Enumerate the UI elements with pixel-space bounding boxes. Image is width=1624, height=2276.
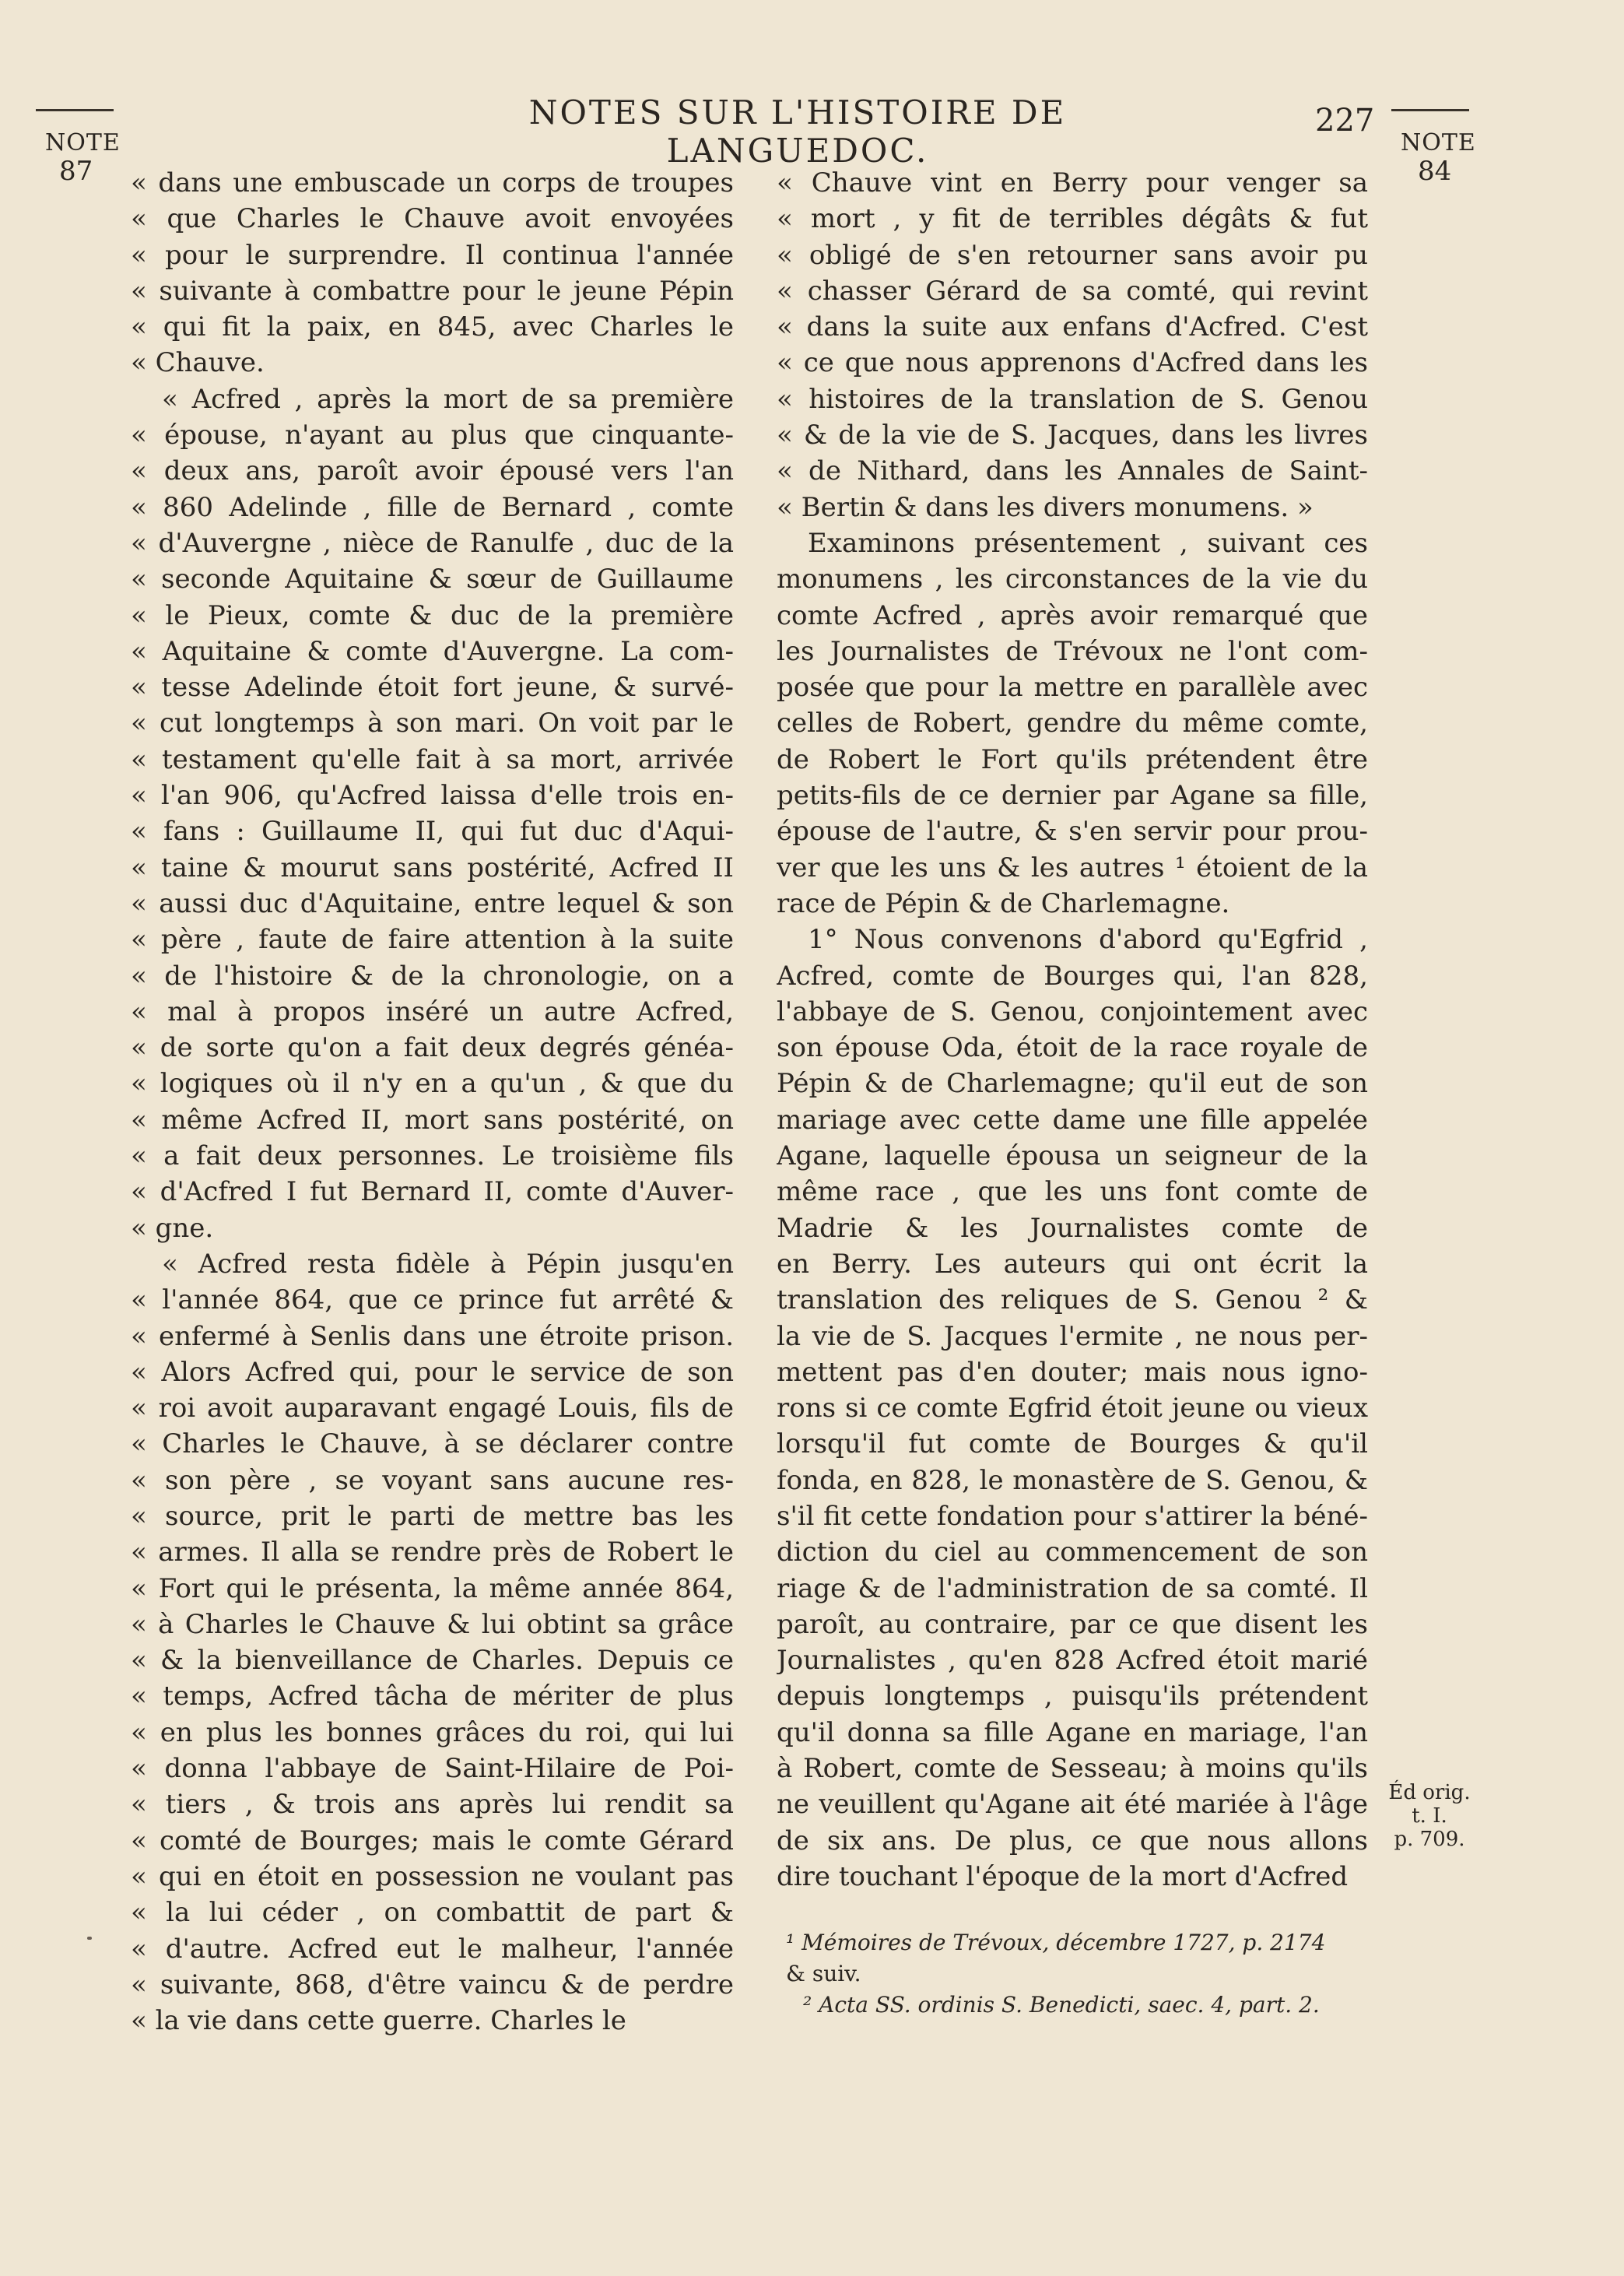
text-line: Pépin & de Charlemagne; qu'il eut de son	[777, 1068, 1368, 1100]
text-line: « Aquitaine & comte d'Auvergne. La com-	[131, 635, 734, 667]
text-line: « obligé de s'en retourner sans avoir pu	[777, 239, 1368, 271]
text-line: « la lui céder , on combattit de part &	[131, 1897, 734, 1929]
page-title: NOTES SUR L'HISTOIRE DE LANGUEDOC.	[528, 93, 1067, 170]
text-line: comte Acfred , après avoir remarqué que	[777, 599, 1368, 631]
text-line: « le Pieux, comte & duc de la première	[131, 599, 734, 631]
text-line: « roi avoit auparavant engagé Louis, fils de	[131, 1393, 734, 1424]
text-line: « gne.	[131, 1212, 214, 1244]
ink-speck	[87, 1937, 92, 1940]
text-line: « Acfred resta fidèle à Pépin jusqu'en	[162, 1248, 734, 1280]
text-line: Acfred, comte de Bourges qui, l'an 828,	[777, 960, 1368, 992]
text-line: « tiers , & trois ans après lui rendit sa	[131, 1789, 734, 1821]
text-line: Journalistes , qu'en 828 Acfred étoit marié	[777, 1645, 1368, 1677]
text-line: « Acfred , après la mort de sa première	[162, 383, 734, 415]
right-note-number: 84	[1418, 156, 1452, 187]
text-line: « 860 Adelinde , fille de Bernard , comte	[131, 491, 734, 523]
text-line: son épouse Oda, étoit de la race royale de	[777, 1032, 1368, 1064]
margin-note-line3: p. 709.	[1394, 1828, 1465, 1851]
text-line: dire touchant l'époque de la mort d'Acfred	[777, 1860, 1349, 1892]
left-note-number: 87	[59, 156, 93, 187]
text-line: de Robert le Fort qu'ils prétendent être	[777, 743, 1368, 775]
text-line: qu'il donna sa fille Agane en mariage, l'an	[777, 1716, 1368, 1748]
text-line: « testament qu'elle fait à sa mort, arrivée	[131, 743, 734, 775]
text-line: « seconde Aquitaine & sœur de Guillaume	[131, 564, 734, 595]
text-line: « enfermé à Senlis dans une étroite prison.	[131, 1320, 734, 1352]
text-line: « Bertin & dans les divers monumens. »	[777, 491, 1314, 523]
text-line: « l'année 864, que ce prince fut arrêté &	[131, 1284, 734, 1316]
text-line: paroît, au contraire, par ce que disent les	[777, 1608, 1368, 1640]
text-line: s'il fit cette fondation pour s'attirer la béné-	[777, 1500, 1368, 1532]
text-line: diction du ciel au commencement de son	[777, 1537, 1368, 1568]
footnotes	[786, 1927, 1377, 2021]
text-line: « qui en étoit en possession ne voulant pas	[131, 1860, 734, 1892]
text-line: « & de la vie de S. Jacques, dans les livres	[777, 420, 1368, 451]
text-line: « d'Auvergne , nièce de Ranulfe , duc de la	[131, 527, 734, 559]
text-line: « armes. Il alla se rendre près de Robert le	[131, 1537, 734, 1568]
text-line: « a fait deux personnes. Le troisième fils	[131, 1140, 734, 1172]
text-line: la vie de S. Jacques l'ermite , ne nous per-	[777, 1320, 1368, 1352]
text-line: « deux ans, paroît avoir épousé vers l'an	[131, 455, 734, 487]
text-line: à Robert, comte de Sesseau; à moins qu'ils	[777, 1753, 1368, 1785]
text-line: « chasser Gérard de sa comté, qui revint	[777, 275, 1368, 307]
text-line: ver que les uns & les autres ¹ étoient de la	[777, 852, 1368, 883]
text-line: « dans une embuscade un corps de troupes	[131, 167, 734, 198]
text-line: « mal à propos inséré un autre Acfred,	[131, 996, 734, 1027]
right-header-rule	[1391, 109, 1469, 111]
right-column	[777, 165, 1368, 1895]
text-line: « source, prit le parti de mettre bas les	[131, 1500, 734, 1532]
text-line: les Journalistes de Trévoux ne l'ont com-	[777, 635, 1368, 667]
text-line: « son père , se voyant sans aucune res-	[131, 1464, 734, 1496]
text-line: race de Pépin & de Charlemagne.	[777, 887, 1230, 919]
text-line: lorsqu'il fut comte de Bourges & qu'il	[777, 1428, 1368, 1460]
text-line: « en plus les bonnes grâces du roi, qui lui	[131, 1716, 734, 1748]
text-line: « l'an 906, qu'Acfred laissa d'elle trois en-	[131, 780, 734, 812]
left-column	[131, 165, 734, 2039]
text-line: même race , que les uns font comte de	[777, 1176, 1368, 1208]
text-line: monumens , les circonstances de la vie du	[777, 564, 1368, 595]
text-line: « taine & mourut sans postérité, Acfred II	[131, 852, 734, 883]
text-line: « de l'histoire & de la chronologie, on a	[131, 960, 734, 992]
footnote-2: ² Acta SS. ordinis S. Benedicti, saec. 4, part. 2.	[803, 1992, 1320, 2018]
text-line: « comté de Bourges; mais le comte Gérard	[131, 1825, 734, 1856]
text-line: « épouse, n'ayant au plus que cinquante-	[131, 420, 734, 451]
text-line: « fans : Guillaume II, qui fut duc d'Aqui-	[131, 816, 734, 848]
text-line: Agane, laquelle épousa un seigneur de la	[777, 1140, 1368, 1172]
text-line: « que Charles le Chauve avoit envoyées	[131, 203, 734, 235]
text-line: « Chauve vint en Berry pour venger sa	[777, 167, 1368, 198]
text-line: Examinons présentement , suivant ces	[808, 527, 1368, 559]
text-line: « donna l'abbaye de Saint-Hilaire de Poi-	[131, 1753, 734, 1785]
text-line: fonda, en 828, le monastère de S. Genou, &	[777, 1464, 1368, 1496]
text-line: « la vie dans cette guerre. Charles le	[131, 2005, 626, 2037]
text-line: « mort , y fit de terribles dégâts & fut	[777, 203, 1368, 235]
text-line: « logiques où il n'y en a qu'un , & que du	[131, 1068, 734, 1100]
text-line: « Fort qui le présenta, la même année 864,	[131, 1572, 734, 1604]
text-line: « d'autre. Acfred eut le malheur, l'année	[131, 1933, 734, 1965]
right-note-label: NOTE	[1401, 129, 1476, 156]
left-header-rule	[36, 109, 114, 111]
text-line: riage & de l'administration de sa comté. Il	[777, 1572, 1368, 1604]
text-line: depuis longtemps , puisqu'ils prétendent	[777, 1681, 1368, 1712]
text-line: celles de Robert, gendre du même comte,	[777, 708, 1368, 739]
text-line: « à Charles le Chauve & lui obtint sa grâce	[131, 1608, 734, 1640]
page-number: 227	[1315, 103, 1375, 139]
text-line: posée que pour la mettre en parallèle avec	[777, 672, 1368, 704]
text-line: « même Acfred II, mort sans postérité, on	[131, 1104, 734, 1136]
text-line: l'abbaye de S. Genou, conjointement avec	[777, 996, 1368, 1027]
text-line: « cut longtemps à son mari. On voit par le	[131, 708, 734, 739]
text-line: Madrie & les Journalistes comte de	[777, 1212, 1368, 1244]
text-line: « Chauve.	[131, 347, 265, 379]
text-line: « temps, Acfred tâcha de mériter de plus	[131, 1681, 734, 1712]
text-line: petits-fils de ce dernier par Agane sa fille,	[777, 780, 1368, 812]
margin-note-line2: t. I.	[1412, 1804, 1447, 1828]
text-line: « ce que nous apprenons d'Acfred dans les	[777, 347, 1368, 379]
text-line: « & la bienveillance de Charles. Depuis ce	[131, 1645, 734, 1677]
text-line: « dans la suite aux enfans d'Acfred. C'est	[777, 311, 1368, 343]
text-line: « père , faute de faire attention à la suite	[131, 924, 734, 956]
text-line: « suivante à combattre pour le jeune Pépin	[131, 275, 734, 307]
text-line: rons si ce comte Egfrid étoit jeune ou vieux	[777, 1393, 1368, 1424]
text-line: « suivante, 868, d'être vaincu & de perdre	[131, 1969, 734, 2000]
text-line: de six ans. De plus, ce que nous allons	[777, 1825, 1368, 1856]
text-line: mettent pas d'en douter; mais nous igno-	[777, 1356, 1368, 1388]
text-line: 1° Nous convenons d'abord qu'Egfrid ,	[808, 924, 1368, 956]
text-line: mariage avec cette dame une fille appelée	[777, 1104, 1368, 1136]
text-line: « histoires de la translation de S. Genou	[777, 383, 1368, 415]
margin-note-edition	[1387, 1781, 1472, 1851]
text-line: « tesse Adelinde étoit fort jeune, & survé-	[131, 672, 734, 704]
text-line: épouse de l'autre, & s'en servir pour prou-	[777, 816, 1368, 848]
footnote-1-cont: & suiv.	[786, 1961, 861, 1986]
text-line: translation des reliques de S. Genou ² &	[777, 1284, 1368, 1316]
left-note-label: NOTE	[45, 129, 121, 156]
text-line: « d'Acfred I fut Bernard II, comte d'Auver-	[131, 1176, 734, 1208]
text-line: « Alors Acfred qui, pour le service de son	[131, 1356, 734, 1388]
text-line: « de Nithard, dans les Annales de Saint-	[777, 455, 1368, 487]
text-line: en Berry. Les auteurs qui ont écrit la	[777, 1248, 1368, 1280]
text-line: « aussi duc d'Aquitaine, entre lequel & son	[131, 887, 734, 919]
text-line: « pour le surprendre. Il continua l'année	[131, 239, 734, 271]
footnote-1: ¹ Mémoires de Trévoux, décembre 1727, p. 2174	[786, 1930, 1326, 1955]
text-line: « de sorte qu'on a fait deux degrés généa-	[131, 1032, 734, 1064]
margin-note-line1: Éd orig.	[1388, 1781, 1471, 1804]
text-line: « Charles le Chauve, à se déclarer contre	[131, 1428, 734, 1460]
text-line: « qui fit la paix, en 845, avec Charles le	[131, 311, 734, 343]
text-line: ne veuillent qu'Agane ait été mariée à l'âge	[777, 1789, 1368, 1821]
